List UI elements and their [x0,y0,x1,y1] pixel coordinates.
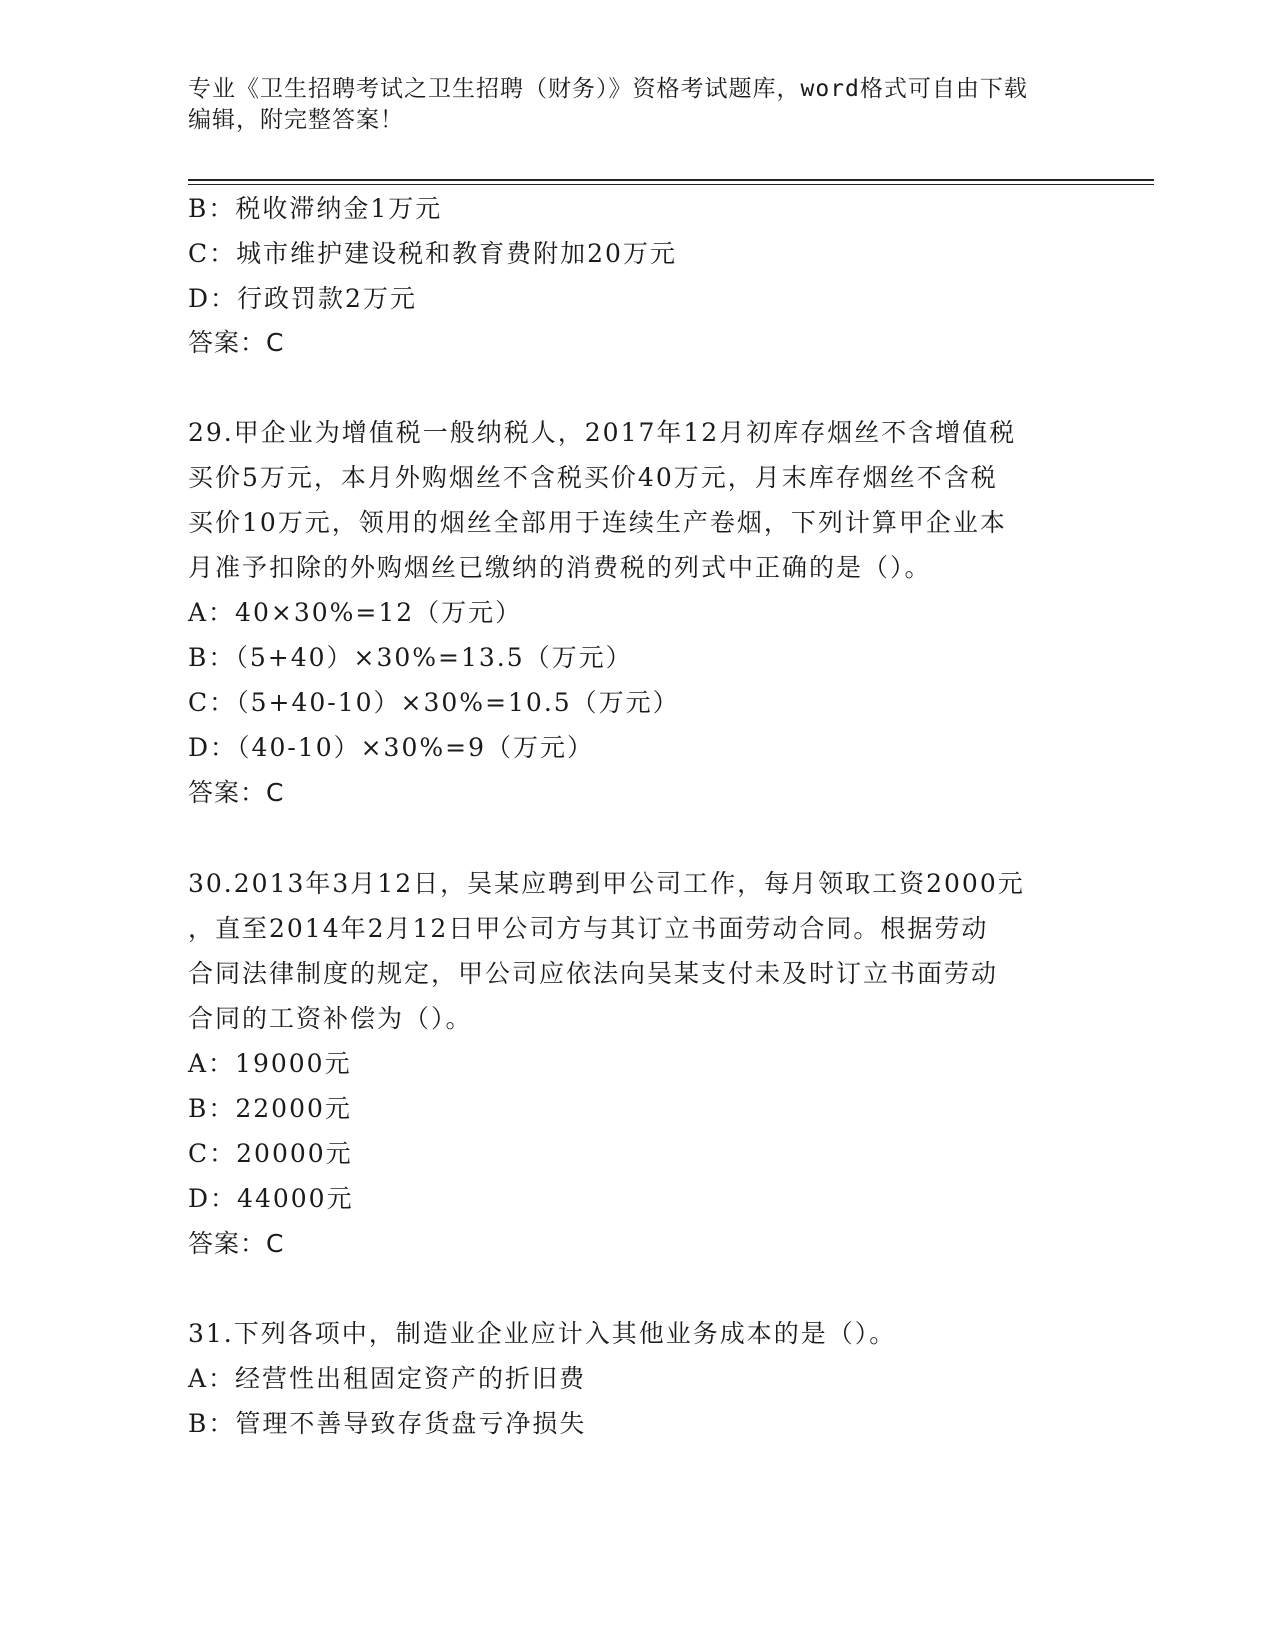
q31-option-b: B：管理不善导致存货盘亏净损失 [188,1409,587,1438]
header-divider-thin [188,184,1154,185]
header-divider-thick [188,179,1154,181]
q30-option-d: D：44000元 [188,1184,354,1213]
q30-option-c: C：20000元 [188,1139,353,1168]
q28-answer: 答案：C [188,328,285,357]
q30-option-b: B：22000元 [188,1094,352,1123]
q30-stem-line-3: 合同法律制度的规定，甲公司应依法向吴某支付未及时订立书面劳动 [188,959,999,988]
q29-stem-line-1: 29.甲企业为增值税一般纳税人，2017年12月初库存烟丝不含增值税 [188,418,1017,447]
q29-answer: 答案：C [188,778,285,807]
q30-option-a: A：19000元 [188,1049,352,1078]
q30-stem-line-4: 合同的工资补偿为（）。 [188,1004,473,1033]
q28-option-b: B：税收滞纳金1万元 [188,194,443,223]
q28-option-d: D：行政罚款2万元 [188,284,417,313]
header-line-1: 专业《卫生招聘考试之卫生招聘（财务）》资格考试题库，word格式可自由下载 [188,76,1028,102]
q29-option-c: C：（5+40-10）×30%=10.5（万元） [188,688,680,717]
q28-option-c: C：城市维护建设税和教育费附加20万元 [188,239,677,268]
q29-stem-line-2: 买价5万元，本月外购烟丝不含税买价40万元，月末库存烟丝不含税 [188,463,998,492]
document-header [188,74,1088,136]
q30-answer: 答案：C [188,1229,285,1258]
q29-stem-line-4: 月准予扣除的外购烟丝已缴纳的消费税的列式中正确的是（）。 [188,553,932,582]
q29-stem-line-3: 买价10万元，领用的烟丝全部用于连续生产卷烟，下列计算甲企业本 [188,508,1007,537]
q30-stem-line-1: 30.2013年3月12日，吴某应聘到甲公司工作，每月领取工资2000元 [188,869,1025,898]
q30-stem-line-2: ，直至2014年2月12日甲公司方与其订立书面劳动合同。根据劳动 [188,914,989,943]
header-line-2: 编辑，附完整答案！ [188,107,404,133]
q31-stem-line-1: 31.下列各项中，制造业企业应计入其他业务成本的是（）。 [188,1319,897,1348]
q29-option-a: A：40×30%=12（万元） [188,598,523,627]
q29-option-b: B：（5+40）×30%=13.5（万元） [188,643,633,672]
q31-option-a: A：经营性出租固定资产的折旧费 [188,1364,587,1393]
q29-option-d: D：（40-10）×30%=9（万元） [188,733,594,762]
